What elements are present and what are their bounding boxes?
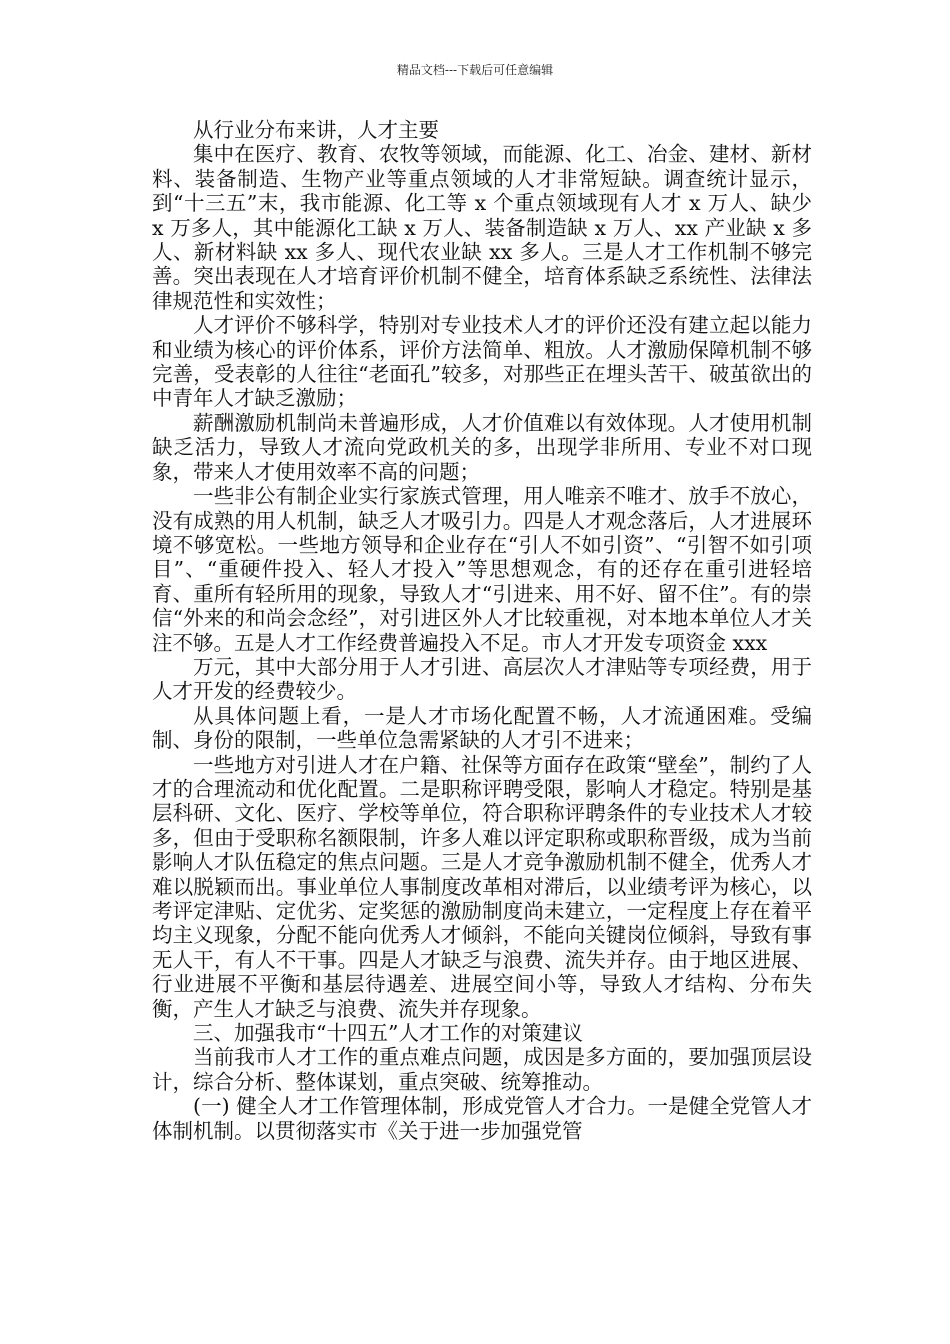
paragraph: 当前我市人才工作的重点难点问题，成因是多方面的，要加强顶层设计，综合分析、整体谋划，重点突破、统筹推动。 xyxy=(152,1045,812,1094)
section-heading: 三、加强我市“十四五”人才工作的对策建议 xyxy=(193,1021,583,1046)
page-header: 精品文档---下载后可任意编辑 xyxy=(396,63,554,77)
paragraph: 集中在医疗、教育、农牧等领域，而能源、化工、冶金、建材、新材料、装备制造、生物产业等重点领域的人才非常短缺。调查统计显示，到“十三五”末，我市能源、化工等 x 个重点领域现有人才 x 万人、缺少 x 万多人，其中能源化工缺 x 万人、装备制造缺 x 万人、xx 产业缺 x 多人、新材料缺 xx 多人、现代农业缺 xx 多人。三是人才工作机制不够完善。突出表现在人才培育评价机制不健全，培育体系缺乏系统性、法律法律规范性和实效性； xyxy=(152,142,812,313)
document-body xyxy=(152,118,812,1143)
paragraph: 人才评价不够科学，特别对专业技术人才的评价还没有建立起以能力和业绩为核心的评价体系，评价方法简单、粗放。人才激励保障机制不够完善，受表彰的人往往“老面孔”较多，对那些正在埋头苦干、破茧欲出的中青年人才缺乏激励； xyxy=(152,313,812,411)
paragraph: 从具体问题上看，一是人才市场化配置不畅，人才流通困难。受编制、身份的限制，一些单位急需紧缺的人才引不进来； xyxy=(152,703,812,753)
paragraph: (一) 健全人才工作管理体制，形成党管人才合力。一是健全党管人才体制机制。以贯彻落实市《关于进一步加强党管 xyxy=(152,1094,812,1143)
paragraph: 万元，其中大部分用于人才引进、高层次人才津贴等专项经费，用于人才开发的经费较少。 xyxy=(152,654,812,704)
paragraph: 从行业分布来讲，人才主要 xyxy=(193,118,439,142)
paragraph: 一些地方对引进人才在户籍、社保等方面存在政策“壁垒”，制约了人才的合理流动和优化配置。二是职称评聘受限，影响人才稳定。特别是基层科研、文化、医疗、学校等单位，符合职称评聘条件的专业技术人才较多，但由于受职称名额限制，许多人难以评定职称或职称晋级，成为当前影响人才队伍稳定的焦点问题。三是人才竞争激励机制不健全，优秀人才难以脱颖而出。事业单位人事制度改革相对滞后，以业绩考评为核心，以考评定津贴、定优劣、定奖惩的激励制度尚未建立，一定程度上存在着平均主义现象，分配不能向优秀人才倾斜，不能向关键岗位倾斜，导致有事无人干，有人不干事。四是人才缺乏与浪费、流失并存。由于地区进展、行业进展不平衡和基层待遇差、进展空间小等，导致人才结构、分布失衡，产生人才缺乏与浪费、流失并存现象。 xyxy=(152,752,812,1021)
paragraph: 薪酬激励机制尚未普遍形成，人才价值难以有效体现。人才使用机制缺乏活力，导致人才流向党政机关的多，出现学非所用、专业不对口现象，带来人才使用效率不高的问题； xyxy=(152,410,812,484)
paragraph: 一些非公有制企业实行家族式管理，用人唯亲不唯才、放手不放心，没有成熟的用人机制，缺乏人才吸引力。四是人才观念落后，人才进展环境不够宽松。一些地方领导和企业存在“引人不如引资”、“引智不如引项目”、“重硬件投入、轻人才投入”等思想观念，有的还存在重引进轻培育、重所有轻所用的现象，导致人才“引进来、用不好、留不住”。有的崇信“外来的和尚会念经”，对引进区外人才比较重视，对本地本单位人才关注不够。五是人才工作经费普遍投入不足。市人才开发专项资金 xxx xyxy=(152,484,812,655)
